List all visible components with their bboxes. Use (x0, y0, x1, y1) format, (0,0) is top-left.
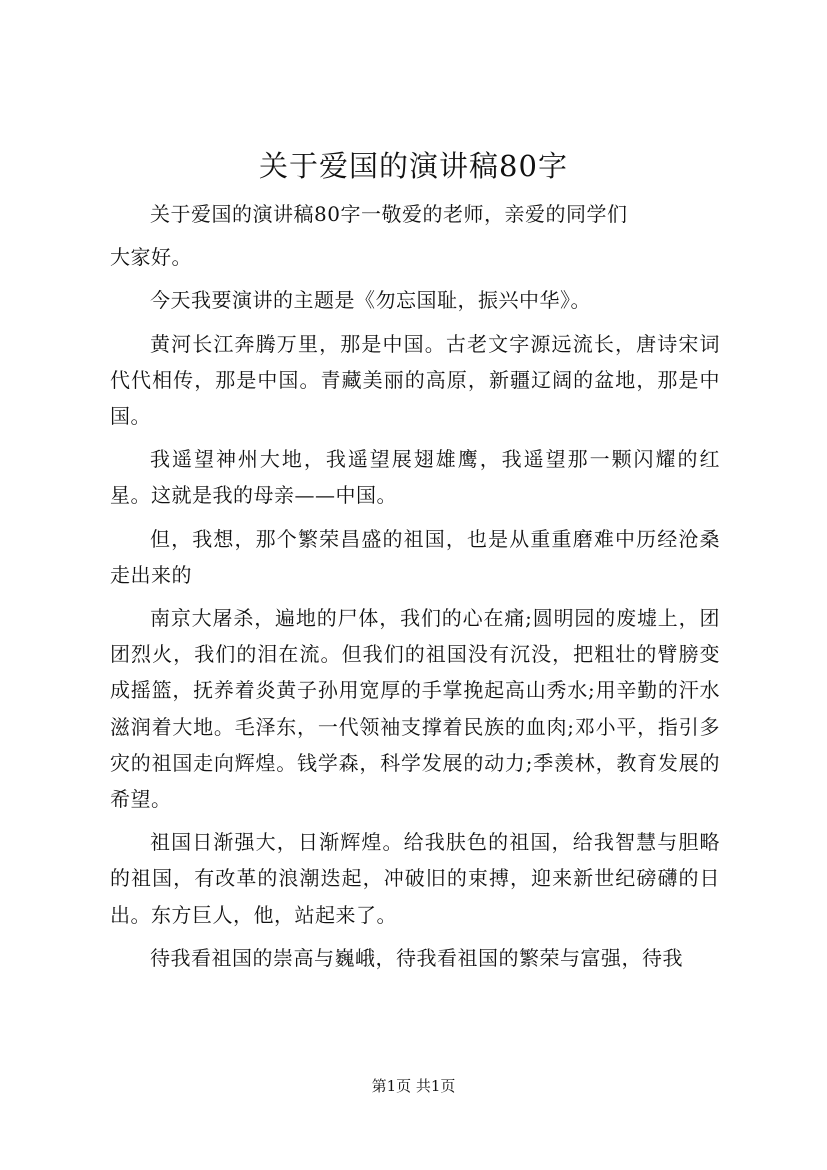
document-title: 关于爱国的演讲稿80字 (259, 149, 568, 183)
paragraph-3: 今天我要演讲的主题是《勿忘国耻，振兴中华》。 (150, 288, 591, 313)
page-footer: 第1页 共1页 (371, 1077, 456, 1095)
paragraph-1: 关于爱国的演讲稿80字一敬爱的老师，亲爱的同学们 (150, 202, 628, 226)
paragraph-5: 我遥望神州大地，我遥望展翅雄鹰，我遥望那一颗闪耀的红星。这就是我的母亲——中国。 (110, 447, 720, 508)
paragraph-2: 大家好。 (110, 245, 192, 270)
document-body (110, 196, 720, 983)
paragraph-9: 待我看祖国的崇高与巍峨，待我看祖国的繁荣与富强，待我 (150, 945, 683, 970)
paragraph-4: 黄河长江奔腾万里，那是中国。古老文字源远流长，唐诗宋词代代相传，那是中国。青藏美丽的高原，新疆辽阔的盆地，那是中国。 (110, 331, 720, 429)
paragraph-8: 祖国日渐强大，日渐辉煌。给我肤色的祖国，给我智慧与胆略的祖国，有改革的浪潮迭起，冲破旧的束搏，迎来新世纪磅礴的日出。东方巨人，他，站起来了。 (110, 830, 720, 927)
paragraph-7: 南京大屠杀，遍地的尸体，我们的心在痛;圆明园的废墟上，团团烈火，我们的泪在流。但我们的祖国没有沉没，把粗壮的臂膀变成摇篮，抚养着炎黄子孙用宽厚的手掌挽起高山秀水;用辛勤的汗水滋润着大地。毛泽东，一代领袖支撑着民族的血肉;邓小平，指引多灾的祖国走向辉煌。钱学森，科学发展的动力;季羡林，教育发展的希望。 (110, 606, 720, 812)
paragraph-6: 但，我想，那个繁荣昌盛的祖国，也是从重重磨难中历经沧桑走出来的 (110, 526, 720, 587)
